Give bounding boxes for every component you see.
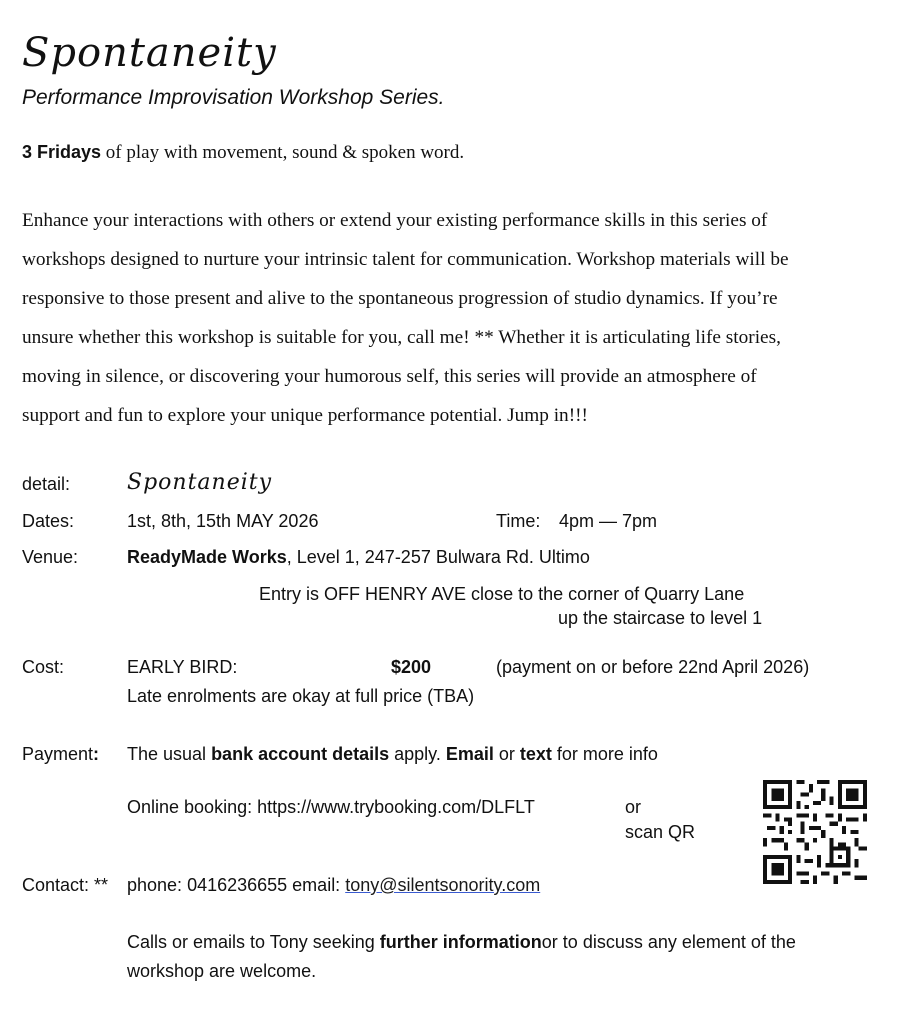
payment-bold-bank: bank account details	[211, 744, 390, 764]
intro-line: Enhance your interactions with others or extend your existing performance skills in this series of	[22, 210, 768, 231]
tagline-bold: 3 Fridays	[22, 142, 102, 162]
closing-text-1: Calls or emails to Tony seeking	[127, 932, 380, 952]
payment-text-4: for more info	[551, 744, 658, 764]
closing-bold: further information	[379, 932, 542, 952]
venue-value	[127, 547, 590, 568]
venue-label: Venue:	[22, 547, 79, 567]
cost-tier: EARLY BIRD:	[127, 657, 238, 677]
online-booking-link[interactable]: Online booking: https://www.trybooking.com/DLFLT	[127, 797, 535, 817]
tagline	[22, 142, 464, 164]
dates-label: Dates:	[22, 511, 75, 531]
dates-value: 1st, 8th, 15th MAY 2026	[127, 511, 319, 531]
venue-entry-line2: up the staircase to level 1	[558, 608, 763, 628]
contact-label: Contact: **	[22, 875, 109, 895]
payment-text-2: apply.	[389, 744, 446, 764]
cost-price: $200	[391, 657, 432, 677]
payment-label-text: Payment	[22, 744, 94, 764]
intro-paragraph	[22, 201, 917, 435]
or-label: or	[625, 797, 642, 817]
venue-entry-line1: Entry is OFF HENRY AVE close to the corner of Quarry Lane	[259, 584, 745, 604]
payment-text	[127, 744, 658, 765]
page-title: Spontaneity	[22, 30, 277, 76]
intro-line: responsive to those present and alive to the spontaneous progression of studio dynamics. If you’re	[22, 288, 778, 309]
payment-label	[22, 744, 99, 765]
time-value: 4pm — 7pm	[559, 511, 658, 531]
phone-label: phone:	[127, 875, 188, 895]
intro-line: unsure whether this workshop is suitable for you, call me! ** Whether it is articulating life stories,	[22, 327, 781, 348]
intro-line: support and fun to explore your unique performance potential. Jump in!!!	[22, 405, 588, 426]
contact-details	[127, 875, 540, 896]
qr-code-icon[interactable]	[763, 780, 867, 884]
tagline-rest: of play with movement, sound & spoken word.	[101, 142, 465, 163]
payment-text-1: The usual	[127, 744, 212, 764]
closing-text-2: or to discuss any element of the	[541, 932, 796, 952]
phone-number[interactable]: 0416236655	[187, 875, 288, 895]
detail-value: Spontaneity	[127, 470, 273, 495]
payment-bold-email: Email	[445, 744, 494, 764]
time-label: Time:	[496, 511, 541, 531]
payment-label-colon: :	[93, 744, 100, 764]
scan-qr-label: scan QR	[625, 822, 696, 842]
closing-line2: workshop are welcome.	[127, 961, 317, 981]
email-link[interactable]: tony@silentsonority.com	[345, 875, 541, 895]
email-label: email:	[287, 875, 346, 895]
payment-bold-text: text	[519, 744, 552, 764]
venue-name: ReadyMade Works	[127, 547, 287, 567]
page-subtitle: Performance Improvisation Workshop Series.	[22, 86, 445, 109]
intro-line: moving in silence, or discovering your humorous self, this series will provide an atmosphere of	[22, 366, 757, 387]
cost-note: (payment on or before 22nd April 2026)	[496, 657, 810, 677]
detail-label: detail:	[22, 474, 71, 494]
cost-late: Late enrolments are okay at full price (TBA)	[127, 686, 475, 706]
venue-address: , Level 1, 247-257 Bulwara Rd. Ultimo	[286, 547, 590, 567]
intro-line: workshops designed to nurture your intrinsic talent for communication. Workshop materials will be	[22, 249, 789, 270]
cost-label: Cost:	[22, 657, 65, 677]
payment-text-3: or	[493, 744, 520, 764]
closing-line1	[127, 932, 796, 953]
